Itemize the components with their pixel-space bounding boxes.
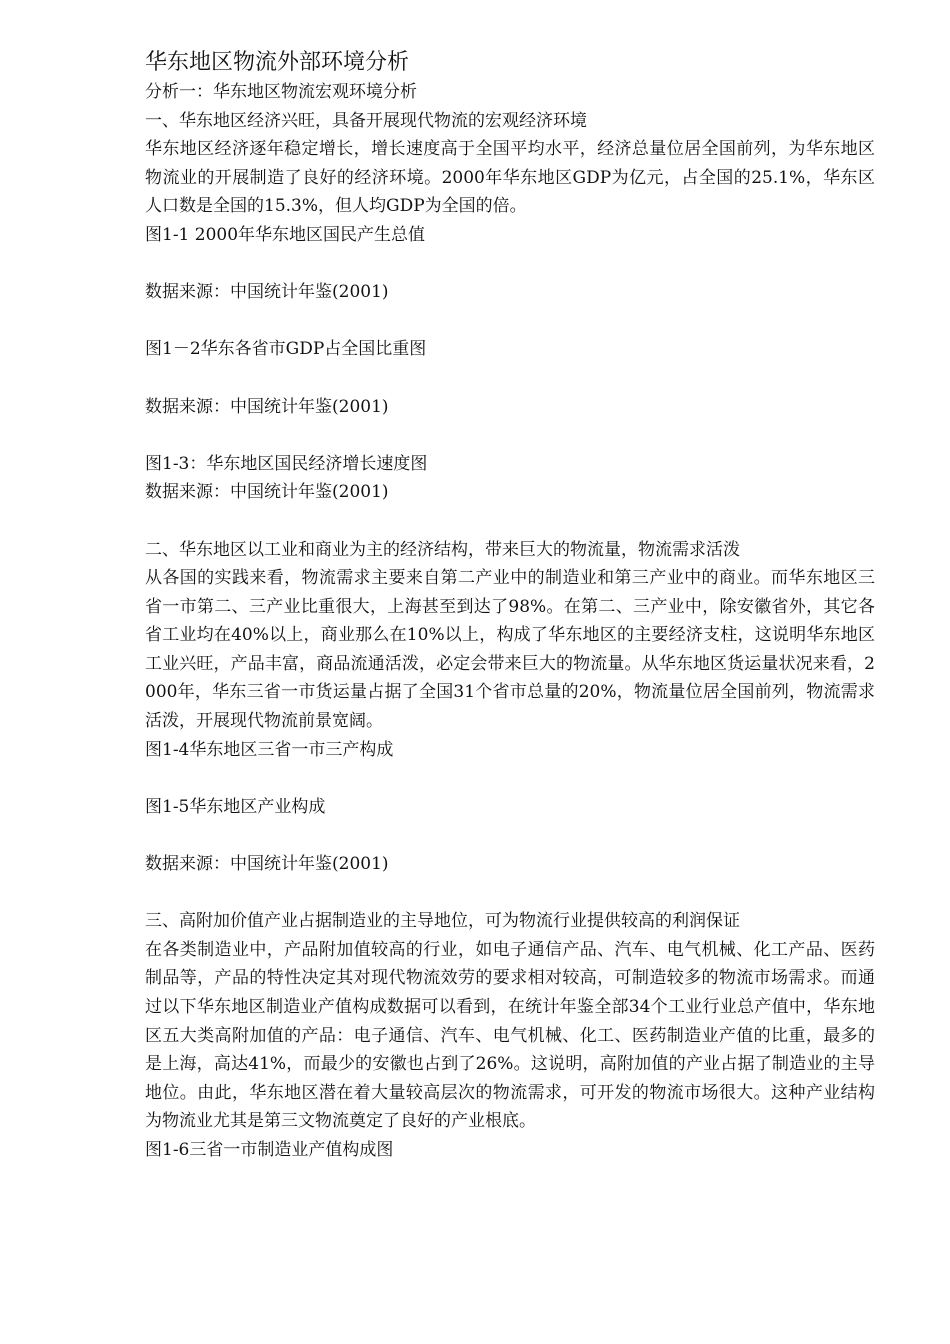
spacer: [145, 421, 875, 450]
spacer: [145, 879, 875, 908]
analysis-subtitle: 分析一：华东地区物流宏观环境分析: [145, 82, 417, 102]
section-2-body: 从各国的实践来看，物流需求主要来自第二产业中的制造业和第三产业中的商业。而华东地区三省一市第二、三产业比重很大，上海甚至到达了98%。在第二、三产业中，除安徽省外，其它各省工业均在40%以上，商业那么在10%以上，构成了华东地区的主要经济支柱，这说明华东地区工业兴旺，产品丰富，商品流通活泼，必定会带来巨大的物流量。从华东地区货运量状况来看，2000年，华东三省一市货运量占据了全国31个省市总量的20%，物流量位居全国前列，物流需求活泼，开展现代物流前景宽阔。: [145, 568, 875, 732]
figure-1-1-source: 数据来源：中国统计年鉴(2001): [145, 282, 389, 303]
section-2-heading: 二、华东地区以工业和商业为主的经济结构，带来巨大的物流量，物流需求活泼: [145, 539, 740, 560]
figure-1-6-caption: 图1-6三省一市制造业产值构成图: [145, 1139, 394, 1160]
figure-1-4-caption: 图1-4华东地区三省一市三产构成: [145, 739, 394, 760]
figure-1-1-caption: 图1-1 2000年华东地区国民产生总值: [145, 224, 426, 245]
section-3-heading: 三、高附加价值产业占据制造业的主导地位，可为物流行业提供较高的利润保证: [145, 911, 740, 932]
figure-1-3-caption: 图1-3：华东地区国民经济增长速度图: [145, 453, 428, 474]
figure-placeholder: [145, 821, 875, 850]
figure-placeholder: [145, 764, 875, 793]
spacer: [145, 507, 875, 536]
figure-1-2-caption: 图1－2华东各省市GDP占全国比重图: [145, 339, 427, 360]
figure-1-5-caption: 图1-5华东地区产业构成: [145, 796, 326, 817]
spacer: [145, 307, 875, 336]
document-title: 华东地区物流外部环境分析: [145, 50, 410, 75]
figure-1-3-source: 数据来源：中国统计年鉴(2001): [145, 482, 389, 503]
section-3-body: 在各类制造业中，产品附加值较高的行业，如电子通信产品、汽车、电气机械、化工产品、医药制品等，产品的特性决定其对现代物流效劳的要求相对较高，可制造较多的物流市场需求。而通过以下华东地区制造业产值构成数据可以看到，在统计年鉴全部34个工业行业总产值中，华东地区五大类高附加值的产品：电子通信、汽车、电气机械、化工、医药制造业产值的比重，最多的是上海，高达41%，而最少的安徽也占到了26%。这说明，高附加值的产业占据了制造业的主导地位。由此，华东地区潜在着大量较高层次的物流需求，可开发的物流市场很大。这种产业结构为物流业尤其是第三文物流奠定了良好的产业根底。: [145, 939, 875, 1132]
figure-1-5-source: 数据来源：中国统计年鉴(2001): [145, 854, 389, 875]
section-1-body: 华东地区经济逐年稳定增长，增长速度高于全国平均水平，经济总量位居全国前列，为华东地区物流业的开展制造了良好的经济环境。2000年华东地区GDP为亿元，占全国的25.1%，华东区人口数是全国的15.3%，但人均GDP为全国的倍。: [145, 139, 875, 217]
document-page: [145, 48, 875, 1165]
figure-placeholder: [145, 364, 875, 393]
section-1-heading: 一、华东地区经济兴旺，具备开展现代物流的宏观经济环境: [145, 110, 587, 131]
figure-placeholder: [145, 250, 875, 279]
figure-1-2-source: 数据来源：中国统计年鉴(2001): [145, 396, 389, 417]
